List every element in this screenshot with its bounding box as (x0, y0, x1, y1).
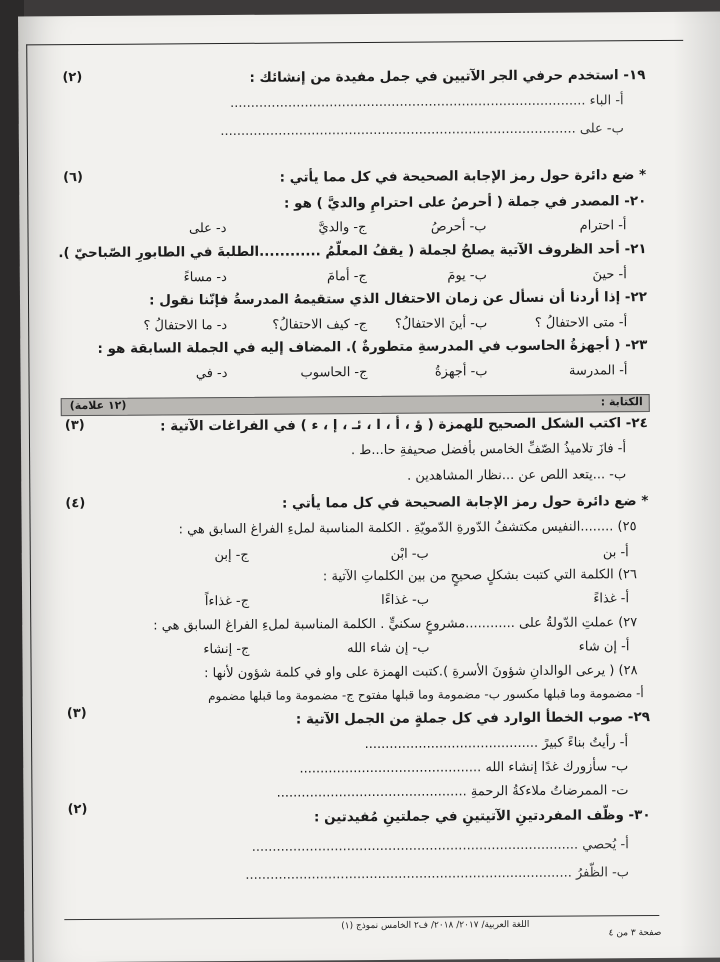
footer-text: اللغة العربية/ ٢٠١٧/ ٢٠١٨/ ف٢ الخامس نموذج (١) (341, 919, 530, 932)
q20-option: ب- أحرصُ (430, 219, 487, 235)
q23-stem: ٢٣- ( أجهزةُ الحاسوب في المدرسةِ متطورةٌ ). المضاف إليه في الجملة السابقة هو : (97, 337, 648, 357)
q22-stem: ٢٢- إذا أردنا أن نسأل عن زمان الاحتفال الذي ستقيمهُ المدرسةُ فإنّنا نقول : (149, 289, 648, 309)
q26-option: أ- غذاءً (593, 591, 630, 607)
q29-sentence-c: ت- الممرضاتُ ملاءكةُ الرحمةِ .............................................. (276, 783, 629, 801)
mcq1-marks: (٦) (63, 170, 84, 186)
exam-page (18, 12, 720, 962)
q26-option: ب- غذاءًا (381, 592, 430, 608)
q22-option: أ- متى الاحتفالُ ؟ (534, 315, 628, 331)
q21-option: د- مساءً (183, 270, 227, 286)
mcq2-marks: (٤) (65, 496, 86, 512)
q23-option: د- في (195, 366, 228, 382)
q19-option-a: أ- الباء ...................................................................................... (230, 93, 624, 111)
q22-option: ب- أينَ الاحتفالُ؟ (394, 316, 488, 332)
q20-option: أ- احترام (579, 218, 627, 234)
q21-stem: ٢١- أحد الظروف الآتية يصلحُ لجملة ( يقفُ المعلّمُ ............الطلبةَ في الطابورِ الصّباحيّ ). (58, 241, 647, 262)
q20-stem: ٢٠- المصدر في جملة ( أحرصُ على احترامِ والديَّ ) هو : (283, 193, 647, 212)
q25-option: أ- بن (602, 545, 629, 561)
q23-option: ج- الحاسوب (300, 365, 368, 381)
section-marks: (١٢ علامة) (69, 398, 127, 413)
q28-options: أ- مضمومة وما قبلها مكسور ب- مضمومة وما قبلها مفتوح ج- مضمومة وما قبلها مضموم (208, 686, 644, 704)
q21-option: ب- يومَ (447, 268, 487, 284)
q30-marks: (٢) (67, 801, 88, 818)
q21-option: ج- أمامَ (326, 269, 367, 285)
q20-option: ج- والديَّ (318, 220, 367, 236)
q27-option: ب- إن شاء الله (347, 640, 430, 657)
mcq1-instruction: * ضع دائرة حول رمز الإجابة الصحيحة في كل مما يأتي : (279, 167, 647, 186)
q30-title: ٣٠- وظّف المفردتينِ الآتيتينِ في جملتينِ مُفيدتين : (313, 807, 651, 826)
q26-option: ج- غذاءاً (204, 593, 250, 610)
q24-sentence-b: ب- ...يتعد اللص عن ...نظار المشاهدين . (407, 467, 627, 484)
q23-option: أ- المدرسة (568, 363, 628, 379)
q28-stem: ٢٨) ( يرعى الوالدانِ شؤونَ الأسرةِ ).كتبت الهمزة على واو في كلمة شؤون لأنها : (204, 663, 638, 682)
q22-option: ج- كيف الاحتفالُ؟ (272, 317, 368, 333)
q21-option: أ- حينَ (592, 267, 627, 283)
q25-option: ب- ابْن (390, 546, 429, 562)
q27-stem: ٢٧) عملتِ الدّولةُ على ............مشروعٍ سكنيٍّ . الكلمة المناسبة لملءِ الفراغ السابق هي : (153, 615, 638, 634)
q24-title: ٢٤- اكتب الشكل الصحيح للهمزة ( ؤ ، أ ، ا ، ئـ ، إ ، ء ) في الفراغات الآتية : (160, 415, 648, 435)
mcq2-instruction: * ضع دائرة حول رمز الإجابة الصحيحة في كل مما يأتي : (281, 493, 649, 512)
q25-stem: ٢٥) ........النفيس مكتشفُ الدّورةِ الدّمويّةِ . الكلمة المناسبة لملءِ الفراغ السابق هي : (178, 519, 637, 538)
q19-title: ١٩- استخدم حرفي الجر الآتيين في جمل مفيدة من إنشائك : (249, 67, 646, 86)
q30-word-b: ب- الظّفرُ ............................................................................... (245, 865, 630, 883)
q25-option: ج- إبن (214, 547, 249, 564)
q22-option: د- ما الاحتفالُ ؟ (143, 318, 228, 334)
q26-stem: ٢٦) الكلمة التي كتبت بشكلٍ صحيحٍ من بين الكلماتِ الآتية : (322, 567, 637, 585)
q30-word-a: أ- يُحصي ............................................................................... (251, 837, 629, 855)
q29-sentence-b: ب- سأزورك غدًا إنشاء الله ............................................ (299, 759, 629, 777)
q19-marks: (٢) (62, 70, 83, 86)
q27-option: أ- إن شاء (578, 639, 630, 655)
q29-sentence-a: أ- رأيتُ بناءً كبيرً .......................................... (364, 735, 629, 753)
q19-option-b: ب- على ...................................................................................... (220, 121, 624, 140)
section-label: الكتابة : (600, 395, 643, 409)
q20-option: د- على (188, 221, 227, 237)
q23-option: ب- أجهزةُ (434, 364, 488, 380)
page-number: صفحة ٣ من ٤ (608, 927, 662, 939)
q27-option: ج- إنشاء (203, 641, 250, 658)
q29-title: ٢٩- صوب الخطأ الوارد في كل جملةٍ من الجمل الآتية : (295, 709, 650, 728)
q29-marks: (٣) (66, 705, 87, 722)
q24-sentence-a: أ- فازَ تلاميذُ الصّفِّ الخامس بأفضل صحيفةِ حا...ط . (350, 441, 627, 459)
q24-marks: (٣) (64, 418, 85, 434)
